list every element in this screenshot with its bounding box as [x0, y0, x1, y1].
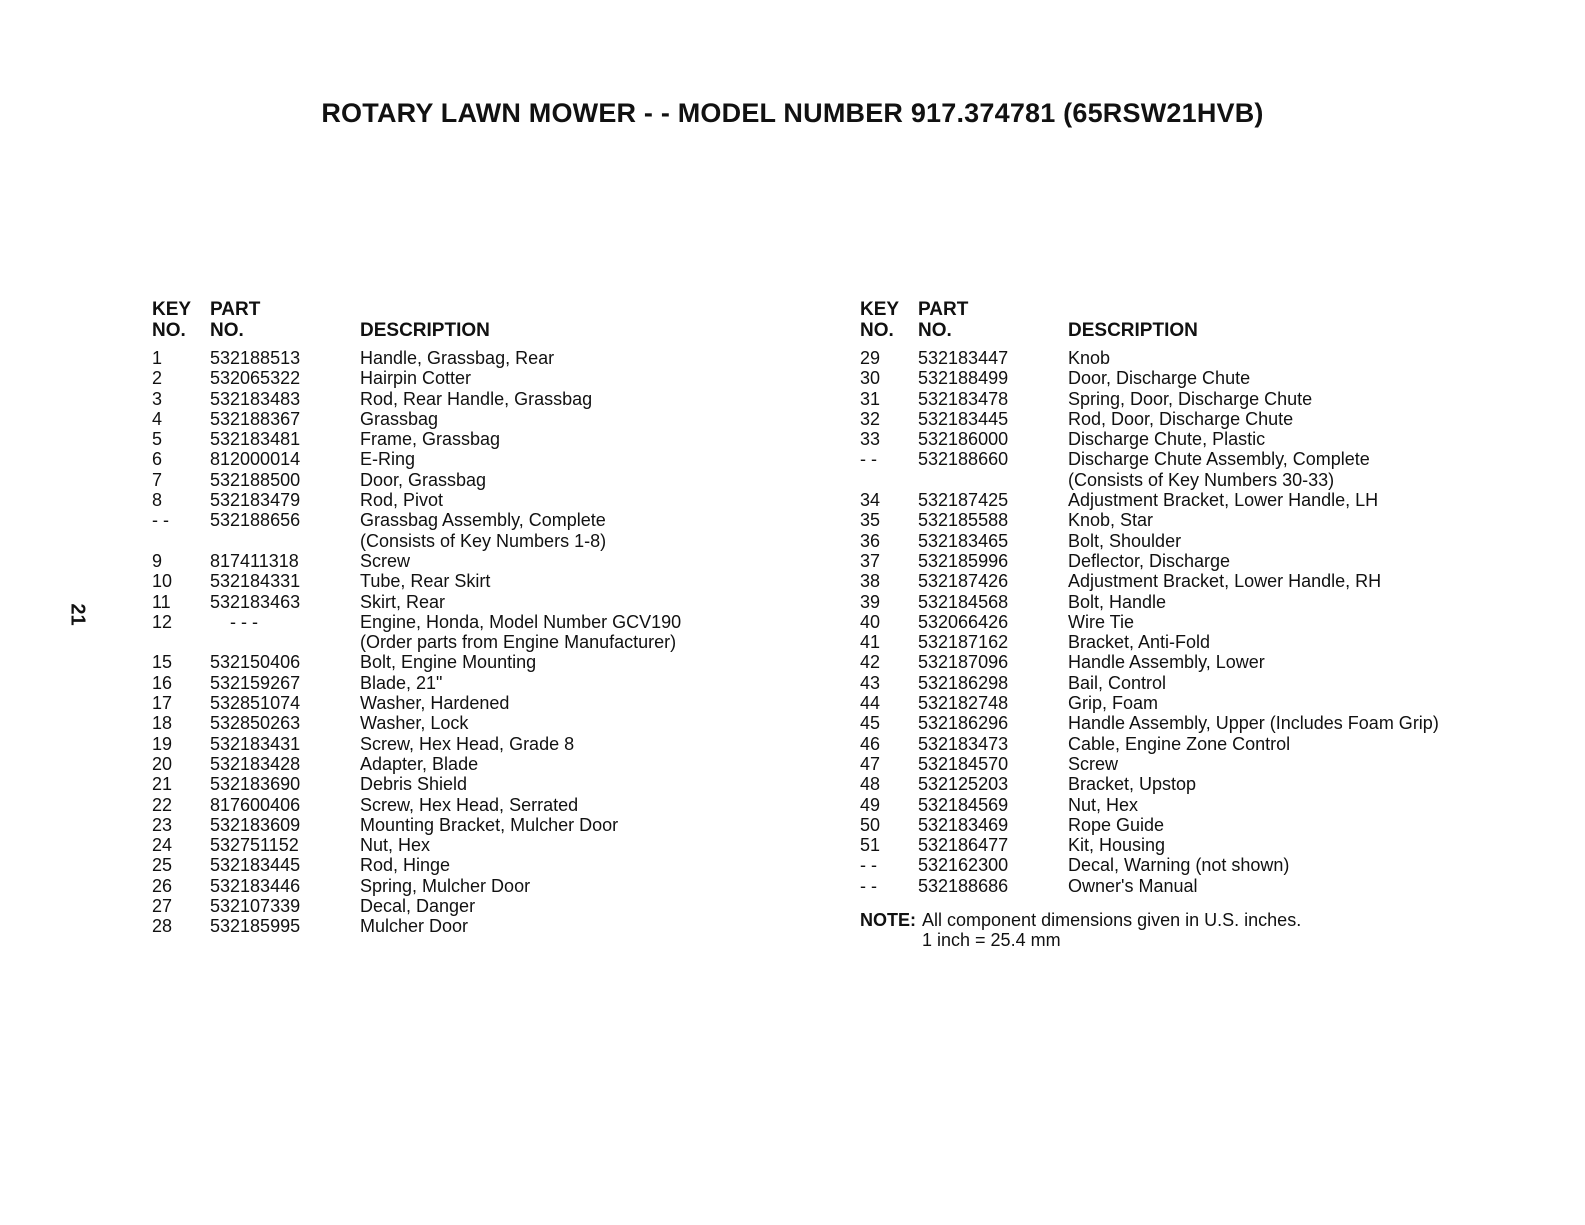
key-no: 49 [860, 794, 881, 815]
description: (Consists of Key Numbers 30-33) [1068, 469, 1335, 490]
table-row [860, 409, 1560, 429]
key-no: 40 [860, 611, 881, 632]
key-no: 21 [152, 774, 173, 795]
part-no: 532184570 [918, 753, 1009, 774]
key-no: 9 [152, 550, 163, 571]
table-row [860, 429, 1560, 449]
key-no: 42 [860, 652, 881, 673]
table-row [152, 571, 752, 591]
key-no: 11 [152, 591, 171, 612]
table-row [860, 876, 1560, 896]
description: Knob [1068, 348, 1111, 368]
table-row [152, 754, 752, 774]
table-row [152, 693, 752, 713]
key-no: 3 [152, 388, 163, 409]
table-row [152, 449, 752, 469]
key-no: 46 [860, 733, 881, 754]
part-no: 532188500 [210, 469, 301, 490]
table-row [152, 815, 752, 835]
table-row [860, 815, 1560, 835]
table-row [152, 429, 752, 449]
table-row [860, 368, 1560, 388]
key-no: 50 [860, 814, 881, 835]
part-no: 532186477 [918, 835, 1009, 856]
part-no: 532183481 [210, 429, 301, 450]
table-row [152, 368, 752, 388]
description: Debris Shield [360, 774, 468, 795]
part-no: 532183609 [210, 814, 301, 835]
part-no: 532183431 [210, 733, 301, 754]
table-row [152, 592, 752, 612]
description: Handle Assembly, Lower [1068, 652, 1265, 673]
key-no: 4 [152, 408, 163, 429]
key-no: - - [860, 855, 877, 876]
part-no: 532850263 [210, 713, 301, 734]
part-no: 532183483 [210, 388, 301, 409]
description: Bolt, Shoulder [1068, 530, 1182, 551]
table-row [860, 734, 1560, 754]
part-no: 532183479 [210, 490, 301, 511]
note [860, 910, 1560, 950]
description: Deflector, Discharge [1068, 550, 1231, 571]
description: Bracket, Upstop [1068, 774, 1197, 795]
table-row [860, 348, 1560, 368]
description: Bolt, Engine Mounting [360, 652, 537, 673]
part-no: 532187425 [918, 490, 1009, 511]
table-row [860, 754, 1560, 774]
description: Blade, 21" [360, 672, 443, 693]
key-no: 27 [152, 896, 173, 917]
description: Adjustment Bracket, Lower Handle, RH [1068, 571, 1382, 592]
table-row [152, 713, 752, 733]
key-no: 2 [152, 368, 163, 389]
table-row [860, 713, 1560, 733]
table-row [860, 551, 1560, 571]
header-key-no: KEY NO. [860, 299, 900, 341]
table-row [152, 470, 752, 490]
part-no: 532185996 [918, 550, 1009, 571]
table-row [860, 612, 1560, 632]
table-row [152, 389, 752, 409]
description: Nut, Hex [1068, 794, 1139, 815]
description: Screw [1068, 753, 1119, 774]
key-no: 39 [860, 591, 881, 612]
part-no: 532851074 [210, 693, 301, 714]
table-row [860, 510, 1560, 530]
key-no: 30 [860, 368, 881, 389]
table-row [152, 774, 752, 794]
description: Discharge Chute Assembly, Complete [1068, 449, 1370, 470]
part-no: 532183463 [210, 591, 301, 612]
part-no: 532162300 [918, 855, 1009, 876]
key-no: 41 [860, 632, 881, 653]
description: Rod, Door, Discharge Chute [1068, 408, 1294, 429]
note-line: 1 inch = 25.4 mm [922, 930, 1061, 951]
description: Rod, Rear Handle, Grassbag [360, 388, 593, 409]
table-row [152, 876, 752, 896]
description: Owner's Manual [1068, 875, 1198, 896]
part-no: 532125203 [918, 774, 1009, 795]
description: Nut, Hex [360, 835, 431, 856]
part-no: 532182748 [918, 693, 1009, 714]
part-no: 532188686 [918, 875, 1009, 896]
description: Grassbag Assembly, Complete [360, 510, 606, 531]
table-row [152, 652, 752, 672]
table-row [152, 673, 752, 693]
part-no: 532183690 [210, 774, 301, 795]
part-no: 532187096 [918, 652, 1009, 673]
key-no: 33 [860, 429, 881, 450]
key-no: 38 [860, 571, 881, 592]
page-title: ROTARY LAWN MOWER - - MODEL NUMBER 917.374781 (65RSW21HVB) [321, 98, 1264, 128]
page-number: 21 [66, 603, 89, 626]
key-no: 19 [152, 733, 173, 754]
description: Rod, Pivot [360, 490, 444, 511]
description: Handle, Grassbag, Rear [360, 348, 555, 368]
table-row [860, 449, 1560, 469]
description: Knob, Star [1068, 510, 1154, 531]
key-no: 18 [152, 713, 173, 734]
key-no: 16 [152, 672, 173, 693]
key-no: 10 [152, 571, 173, 592]
description: Rod, Hinge [360, 855, 451, 876]
table-row [860, 571, 1560, 591]
key-no: 34 [860, 490, 881, 511]
key-no: 44 [860, 693, 881, 714]
part-no [210, 632, 360, 652]
description: Kit, Housing [1068, 835, 1166, 856]
part-no: 532184569 [918, 794, 1009, 815]
key-no: 22 [152, 794, 173, 815]
table-row [152, 551, 752, 571]
table-row [860, 632, 1560, 652]
table-row [152, 795, 752, 815]
key-no [860, 470, 918, 490]
key-no: 26 [152, 875, 173, 896]
key-no: 45 [860, 713, 881, 734]
note-line: All component dimensions given in U.S. inches. [922, 910, 1302, 931]
key-no: 12 [152, 611, 173, 632]
part-no [918, 470, 1068, 490]
part-no: 532107339 [210, 896, 301, 917]
part-no: 532188656 [210, 510, 301, 531]
part-no [210, 531, 360, 551]
table-row [152, 835, 752, 855]
description: Bracket, Anti-Fold [1068, 632, 1211, 653]
key-no: 23 [152, 814, 173, 835]
table-row [860, 855, 1560, 875]
key-no: 36 [860, 530, 881, 551]
parts-list-left [152, 348, 752, 937]
description: Cable, Engine Zone Control [1068, 733, 1291, 754]
table-row [152, 734, 752, 754]
description: Bail, Control [1068, 672, 1167, 693]
key-no: 29 [860, 348, 881, 368]
key-no: 48 [860, 774, 881, 795]
description: Wire Tie [1068, 611, 1135, 632]
part-no: 532185995 [210, 916, 301, 937]
description: Mulcher Door [360, 916, 469, 937]
part-no: 532183478 [918, 388, 1009, 409]
part-no: 532184331 [210, 571, 301, 592]
part-no: 532183465 [918, 530, 1009, 551]
key-no: 5 [152, 429, 163, 450]
description: Spring, Door, Discharge Chute [1068, 388, 1313, 409]
description: (Order parts from Engine Manufacturer) [360, 632, 677, 653]
part-no: 532188513 [210, 348, 301, 368]
part-no: 532183469 [918, 814, 1009, 835]
description: Washer, Lock [360, 713, 469, 734]
table-header [860, 297, 1560, 341]
part-no: 532188367 [210, 408, 301, 429]
description: Adjustment Bracket, Lower Handle, LH [1068, 490, 1379, 511]
part-no: 532066426 [918, 611, 1009, 632]
description: Hairpin Cotter [360, 368, 472, 389]
description: Tube, Rear Skirt [360, 571, 491, 592]
part-no: 532183428 [210, 753, 301, 774]
table-row [152, 632, 752, 652]
description: Engine, Honda, Model Number GCV190 [360, 611, 682, 632]
part-no: 817411318 [210, 550, 299, 571]
key-no: - - [860, 449, 877, 470]
part-no: 532185588 [918, 510, 1009, 531]
table-row [860, 795, 1560, 815]
description: Grip, Foam [1068, 693, 1159, 714]
header-description: DESCRIPTION [360, 320, 490, 341]
description: Mounting Bracket, Mulcher Door [360, 814, 619, 835]
table-row [152, 490, 752, 510]
table-row [152, 510, 752, 530]
table-row [152, 896, 752, 916]
part-no: 532186298 [918, 672, 1009, 693]
description: Door, Discharge Chute [1068, 368, 1251, 389]
part-no: 532188499 [918, 368, 1009, 389]
key-no: 8 [152, 490, 163, 511]
description: Decal, Warning (not shown) [1068, 855, 1290, 876]
part-no: 532150406 [210, 652, 301, 673]
header-part-no: PART NO. [918, 299, 969, 341]
table-row [860, 652, 1560, 672]
part-no: 532183473 [918, 733, 1009, 754]
part-no: 532187426 [918, 571, 1009, 592]
table-row [860, 490, 1560, 510]
key-no: 51 [860, 835, 881, 856]
description: Screw, Hex Head, Grade 8 [360, 733, 575, 754]
key-no [152, 531, 210, 551]
key-no: 6 [152, 449, 163, 470]
part-no: 532183445 [918, 408, 1009, 429]
table-row [860, 531, 1560, 551]
description: Screw, Hex Head, Serrated [360, 794, 579, 815]
key-no: 20 [152, 753, 173, 774]
header-description: DESCRIPTION [1068, 320, 1198, 341]
description: (Consists of Key Numbers 1-8) [360, 530, 607, 551]
table-row [860, 693, 1560, 713]
description: Skirt, Rear [360, 591, 446, 612]
part-no: 532187162 [918, 632, 1009, 653]
part-no: 532188660 [918, 449, 1009, 470]
description: Frame, Grassbag [360, 429, 501, 450]
description: Handle Assembly, Upper (Includes Foam Grip) [1068, 713, 1439, 734]
key-no: 25 [152, 855, 173, 876]
table-row [860, 835, 1560, 855]
key-no: 32 [860, 408, 881, 429]
part-no: 532186296 [918, 713, 1009, 734]
key-no: 1 [152, 348, 163, 368]
table-row [860, 774, 1560, 794]
key-no: 17 [152, 693, 173, 714]
table-row [860, 470, 1560, 490]
description: Adapter, Blade [360, 753, 479, 774]
table-row [152, 612, 752, 632]
key-no: 35 [860, 510, 881, 531]
part-no: - - - [210, 611, 258, 632]
part-no: 532159267 [210, 672, 301, 693]
description: Door, Grassbag [360, 469, 487, 490]
parts-table-left [152, 297, 752, 937]
key-no: 37 [860, 550, 881, 571]
parts-table-right [860, 297, 1560, 950]
key-no: - - [152, 510, 169, 531]
description: Discharge Chute, Plastic [1068, 429, 1266, 450]
key-no: 43 [860, 672, 881, 693]
part-no: 532186000 [918, 429, 1009, 450]
table-header [152, 297, 752, 341]
table-row [860, 592, 1560, 612]
table-row [860, 673, 1560, 693]
description: Spring, Mulcher Door [360, 875, 531, 896]
key-no: 28 [152, 916, 173, 937]
header-key-no: KEY NO. [152, 299, 192, 341]
part-no: 532183446 [210, 875, 301, 896]
key-no: 31 [860, 388, 881, 409]
part-no: 532183447 [918, 348, 1009, 368]
description: Bolt, Handle [1068, 591, 1167, 612]
part-no: 817600406 [210, 794, 301, 815]
description: Washer, Hardened [360, 693, 510, 714]
description: Rope Guide [1068, 814, 1165, 835]
part-no: 532184568 [918, 591, 1009, 612]
part-no: 532751152 [210, 835, 299, 856]
part-no: 532183445 [210, 855, 301, 876]
description: Grassbag [360, 408, 439, 429]
key-no: 15 [152, 652, 173, 673]
description: Decal, Danger [360, 896, 476, 917]
part-no: 812000014 [210, 449, 301, 470]
key-no: 24 [152, 835, 173, 856]
header-part-no: PART NO. [210, 299, 261, 341]
table-row [152, 531, 752, 551]
key-no: - - [860, 875, 877, 896]
parts-list-right [860, 348, 1560, 896]
table-row [152, 916, 752, 936]
key-no: 7 [152, 469, 163, 490]
table-row [152, 348, 752, 368]
part-no: 532065322 [210, 368, 301, 389]
table-row [152, 409, 752, 429]
table-row [860, 389, 1560, 409]
note-label: NOTE: [860, 910, 916, 931]
key-no [152, 632, 210, 652]
description: Screw [360, 550, 411, 571]
description: E-Ring [360, 449, 416, 470]
table-row [152, 855, 752, 875]
key-no: 47 [860, 753, 881, 774]
